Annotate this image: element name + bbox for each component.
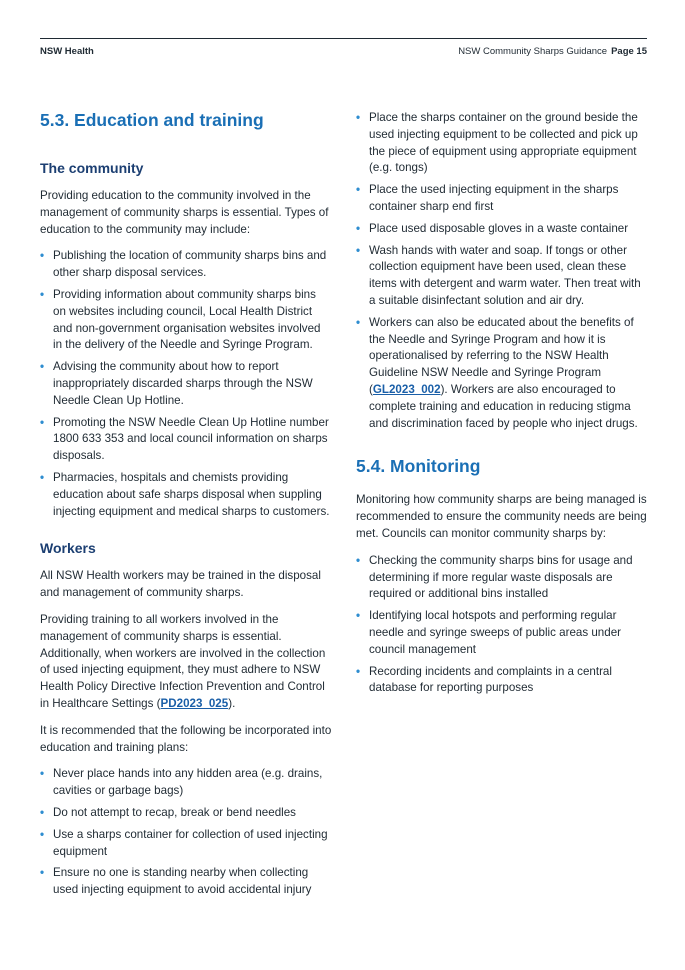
list-item: • Place the used injecting equipment in the sharps container sharp end first [356,183,619,213]
list-item: • Do not attempt to recap, break or bend needles [40,805,296,819]
header-org: NSW Health [40,46,94,57]
workers-paragraph-3: It is recommended that the following be incorporated into education and training plans: [40,723,332,754]
workers-paragraph-1: All NSW Health workers may be trained in the disposal and management of community sharps. [40,569,321,600]
monitoring-intro: Monitoring how community sharps are being managed is recommended to ensure the community needs are being met. Councils can monitor community sharps by: [356,493,647,540]
section-5-3-title: 5.3. Education and training [40,110,264,130]
community-bullet-list [40,248,332,520]
list-item: • Advising the community about how to report inappropriately discarded sharps through the NSW Needle Clean Up Hotline. [40,360,313,407]
section-5-4-title: 5.4. Monitoring [356,456,481,477]
workers-bullet-list [40,766,332,899]
community-intro: Providing education to the community involved in the management of community sharps is essential. Types of education to the community may include: [40,189,329,236]
list-item: • Identifying local hotspots and performing regular needle and syringe sweeps of public areas under council management [356,609,622,656]
monitoring-bullet-list [356,553,650,697]
list-item: • Pharmacies, hospitals and chemists providing education about safe sharps disposal when suppling injecting equipment and medical sharps to customers. [40,470,330,518]
community-heading: The community [40,160,144,176]
header-page-number: Page 15 [611,46,647,57]
workers-bullet-list-continued [356,110,650,432]
list-item: • Never place hands into any hidden area (e.g. drains, cavities or garbage bags) [40,767,323,798]
right-column [356,110,650,702]
pd2023-025-link[interactable]: PD2023_025 [160,696,229,710]
page-header [40,38,647,57]
list-item: • Place the sharps container on the ground beside the used injecting equipment to be collected and pick up the piece of equipment using appropriate equipment (e.g. tongs) [356,111,638,175]
left-column [40,108,332,904]
list-item: • Recording incidents and complaints in a central database for reporting purposes [356,664,612,695]
list-item: • Checking the community sharps bins for usage and determining if more regular waste disposals are required or additional bins installed [356,553,633,601]
list-item: • Providing information about community sharps bins on websites including council, Local Health District and non-government organisation websites involved in the delivery of the Needle and Syringe Program. [40,287,321,352]
list-item: • Ensure no one is standing nearby when collecting used injecting equipment to avoid accidental injury [40,866,312,897]
list-item: • Place used disposable gloves in a waste container [356,221,629,235]
workers-paragraph-2: Providing training to all workers involved in the management of community sharps is essential. Additionally, when workers are involved in the collection of used injecting equipment, they must adhere to NSW Health Policy Directive Infection Prevention and Control in Healthcare Settings (PD2023_025). [40,612,326,710]
list-item: • Use a sharps container for collection of used injecting equipment [40,827,328,858]
list-item: • Wash hands with water and soap. If tongs or other collection equipment have been used, clean these items with detergent and warm water. Then treat with a suitable disinfectant solution and air dry. [356,243,641,307]
header-doc-name: NSW Community Sharps Guidance [458,46,608,57]
header-doc-title [458,46,647,57]
list-item: • Promoting the NSW Needle Clean Up Hotline number 1800 633 353 and local council information on sharps disposals. [40,415,329,463]
list-item: • Publishing the location of community sharps bins and other sharp disposal services. [40,249,327,280]
list-item: • Workers can also be educated about the benefits of the Needle and Syringe Program and how it is operationalised by referring to the NSW Health Guideline NSW Needle and Syringe Program (GL2023_002). Workers are also encouraged to complete training and education in reducing stigma and discrimination faced by people who inject drugs. [356,315,638,430]
gl2023-002-link[interactable]: GL2023_002 [372,382,441,396]
workers-heading: Workers [40,540,96,557]
